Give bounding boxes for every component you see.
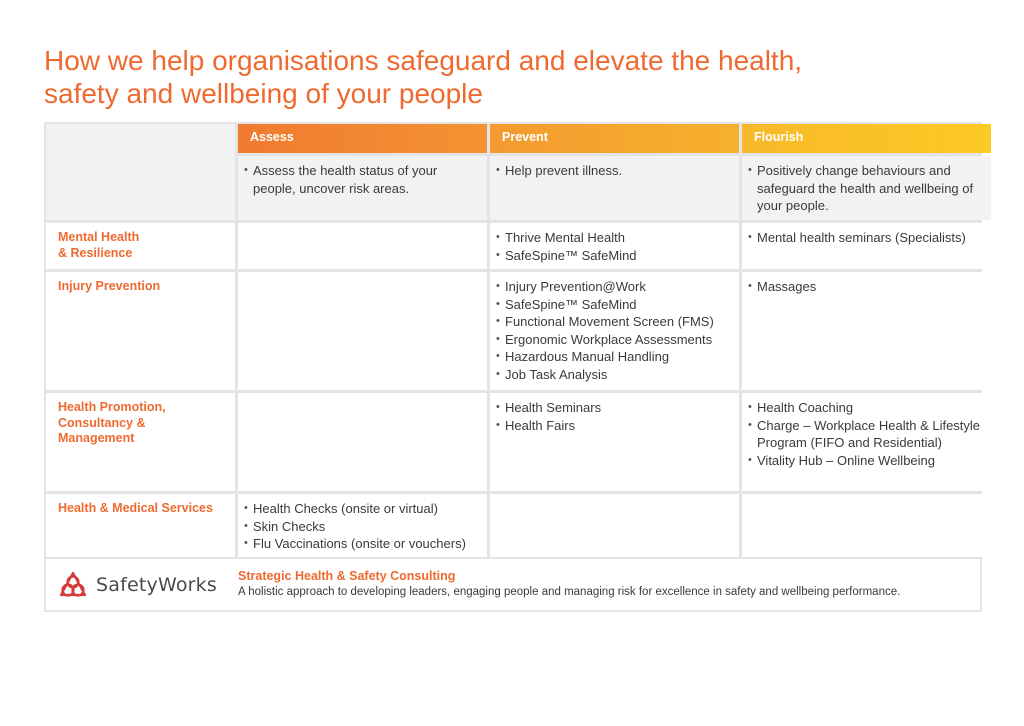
cell-health-promotion-flourish [742,393,991,491]
list-item: • Positively change behaviours and safeguard the health and wellbeing of your people. [748,162,985,215]
list-item: • Charge – Workplace Health & Lifestyle Program (FIFO and Residential) [748,417,985,452]
page-title-line-1: How we help organisations safeguard and elevate the health, [44,45,803,76]
item-list [748,229,985,247]
list-item: • Ergonomic Workplace Assessments [496,331,733,349]
item-list [748,399,985,469]
cell-mental-health-flourish [742,223,991,269]
services-table [44,122,982,576]
list-item: • Health Checks (onsite or virtual) [244,500,481,518]
list-item: • Functional Movement Screen (FMS) [496,313,733,331]
row-label-mental-health [46,223,235,269]
cell-mental-health-assess [238,223,487,269]
table-corner [46,124,235,220]
list-item: • Health Seminars [496,399,733,417]
row-label-line: Health Promotion, [58,400,166,414]
list-item: • Assess the health status of your people, uncover risk areas. [244,162,481,197]
item-list [748,162,985,215]
row-label-line: Health & Medical Services [58,501,213,515]
item-list [496,162,733,180]
cell-health-promotion-assess [238,393,487,491]
list-item: • Health Fairs [496,417,733,435]
list-item: • Flu Vaccinations (onsite or vouchers) [244,535,481,553]
column-header-prevent: Prevent [490,124,739,153]
list-item: • Skin Checks [244,518,481,536]
cell-injury-prevention-flourish [742,272,991,390]
list-item: • SafeSpine™ SafeMind [496,247,733,265]
list-item: • Injury Prevention@Work [496,278,733,296]
row-label-health-promotion [46,393,235,491]
cell-injury-prevention-prevent [490,272,739,390]
page-title-line-2: safety and wellbeing of your people [44,78,483,109]
item-list [496,399,733,434]
row-label-line: Mental Health [58,230,140,244]
logo [58,571,217,598]
item-list [748,278,985,296]
page-title [44,44,944,110]
footer-title: Strategic Health & Safety Consulting [238,569,456,583]
logo-text: SafetyWorks [96,573,217,596]
list-item: • Vitality Hub – Online Wellbeing [748,452,985,470]
item-list [244,162,481,197]
list-item: • Mental health seminars (Specialists) [748,229,985,247]
row-label-line: Consultancy & [58,415,146,430]
list-item: • Massages [748,278,985,296]
item-list [244,500,481,553]
column-description-assess [238,156,487,220]
cell-mental-health-prevent [490,223,739,269]
row-label-line: & Resilience [58,245,133,260]
column-description-prevent [490,156,739,220]
item-list [496,278,733,384]
footer-banner [44,557,982,612]
list-item: • SafeSpine™ SafeMind [496,296,733,314]
list-item: • Help prevent illness. [496,162,733,180]
column-header-flourish: Flourish [742,124,991,153]
item-list [496,229,733,264]
row-label-line: Management [58,431,135,445]
list-item: • Job Task Analysis [496,366,733,384]
triangle-knot-icon [58,571,88,598]
cell-injury-prevention-assess [238,272,487,390]
footer-description: A holistic approach to developing leaders, engaging people and managing risk for excellence in safety and wellbeing performance. [238,586,901,598]
list-item: • Hazardous Manual Handling [496,348,733,366]
column-description-flourish [742,156,991,220]
column-header-assess: Assess [238,124,487,153]
list-item: • Thrive Mental Health [496,229,733,247]
cell-health-promotion-prevent [490,393,739,491]
list-item: • Health Coaching [748,399,985,417]
row-label-injury-prevention [46,272,235,390]
row-label-line: Injury Prevention [58,279,161,293]
